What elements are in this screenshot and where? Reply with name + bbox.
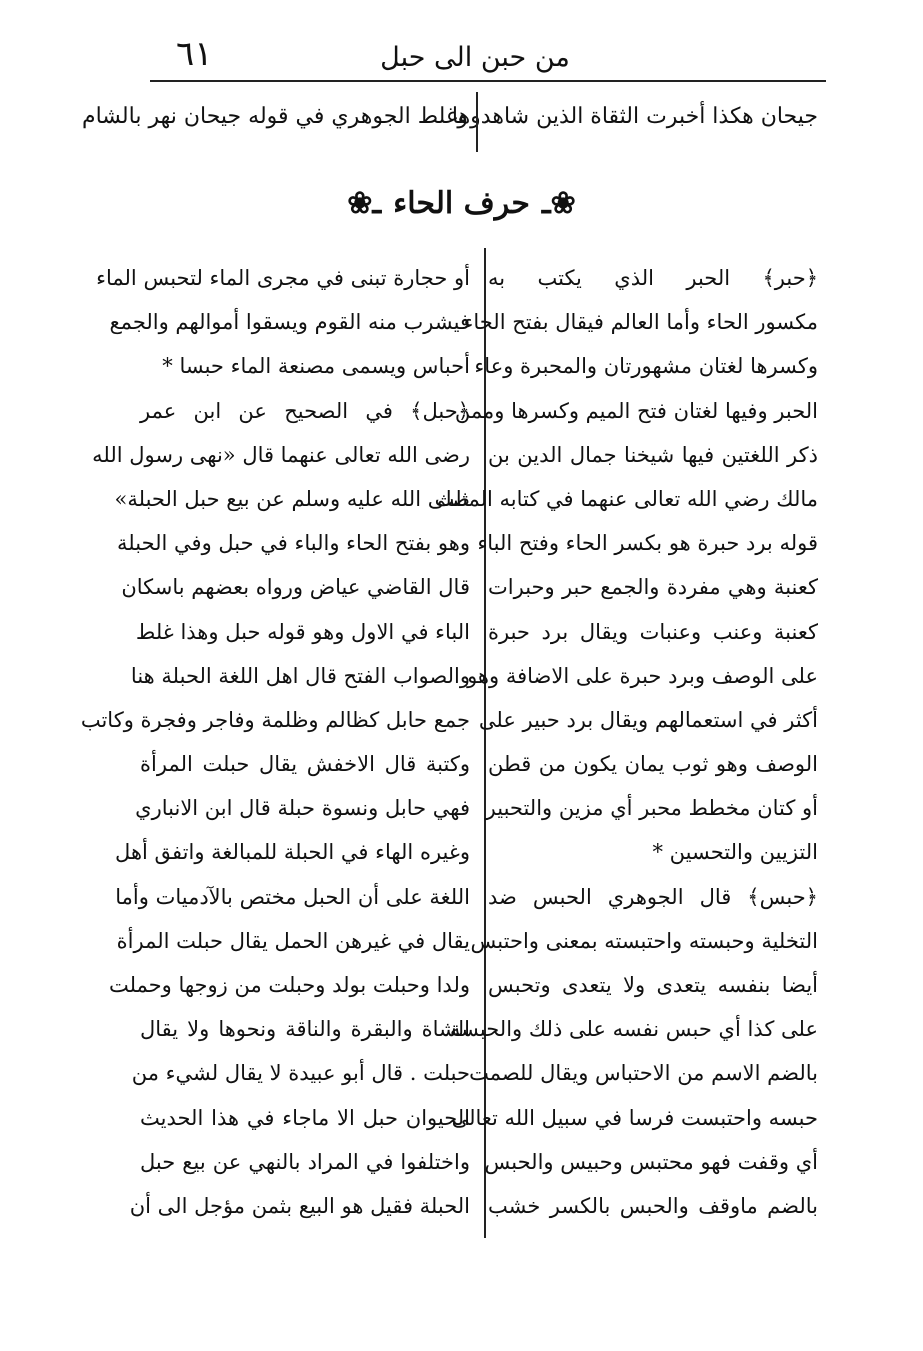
- continuation-left: وغلط الجوهري في قوله جيحان نهر بالشام: [81, 104, 468, 129]
- header-rule: [150, 80, 826, 82]
- text-line: ﴿حبر﴾ الحبر الذي يكتب به: [488, 266, 818, 290]
- running-title: من حبن الى حبل: [380, 42, 570, 73]
- left-column: [80, 256, 470, 1228]
- text-line: أكثر في استعمالهم ويقال برد حبير على: [478, 707, 818, 732]
- text-line: الحبلة فقيل هو البيع بثمن مؤجل الى أن: [129, 1193, 470, 1218]
- text-line: قال القاضي عياض ورواه بعضهم باسكان: [121, 575, 470, 600]
- text-line: التخلية وحبسته واحتبسته بمعنى واحتبس: [470, 928, 818, 953]
- text-line: رضى الله تعالى عنهما قال «نهى رسول الله: [92, 442, 470, 467]
- ornament-right: ❀ـ: [541, 185, 576, 221]
- text-line: مكسور الحاء وأما العالم فيقال بفتح الحاء: [463, 310, 818, 335]
- text-line: الباء في الاول وهو قوله حبل وهذا غلط: [135, 619, 470, 644]
- text-line: أي وقفت فهو محتبس وحبيس والحبس: [484, 1149, 818, 1174]
- text-line: مالك رضي الله تعالى عنهما في كتابه المثلث: [434, 486, 818, 511]
- section-heading: [0, 178, 923, 228]
- top-divider: [476, 92, 478, 152]
- text-line: الحيوان حبل الا ماجاء في هذا الحديث: [140, 1105, 470, 1130]
- text-line: أو حجارة تبنى في مجرى الماء لتحبس الماء: [96, 266, 470, 290]
- text-line: حبسه واحتبست فرسا في سبيل الله تعالى: [451, 1105, 818, 1130]
- text-line: أيضا بنفسه يتعدى ولا يتعدى وتحبس: [488, 973, 818, 997]
- continuation-right: جيحان هكذا أخبرت الثقاة الذين شاهدوها: [451, 104, 818, 129]
- text-line: كعنبة وهي مفردة والجمع حبر وحبرات: [488, 575, 818, 600]
- text-line: فيشرب منه القوم ويسقوا أموالهم والجمع: [109, 310, 470, 335]
- text-line: التزيين والتحسين *: [652, 840, 818, 865]
- text-line: كعنبة وعنب وعنبات ويقال برد حبرة: [488, 619, 818, 644]
- text-line: الشاة والبقرة والناقة ونحوها ولا يقال: [140, 1017, 470, 1042]
- text-line: أو كتان مخطط محبر أي مزين والتحبير: [485, 796, 818, 821]
- page-number: ٦١: [176, 34, 213, 74]
- text-line: واختلفوا في المراد بالنهي عن بيع حبل: [140, 1149, 470, 1174]
- text-line: الحبر وفيها لغتان فتح الميم وكسرها وممن: [454, 398, 818, 423]
- text-line: حبلت . قال أبو عبيدة لا يقال لشيء من: [131, 1061, 470, 1086]
- text-line: الوصف وهو ثوب يمان يكون من قطن: [488, 752, 818, 777]
- text-line: جمع حابل كظالم وظلمة وفاجر وفجرة وكاتب: [80, 707, 470, 732]
- text-line: ولدا وحبلت بولد وحبلت من زوجها وحملت: [108, 973, 470, 997]
- text-line: أحباس ويسمى مصنعة الماء حبسا *: [162, 354, 470, 379]
- section-heading-text: حرف الحاء: [393, 185, 530, 221]
- text-line: يقال في غيرهن الحمل يقال حبلت المرأة: [116, 928, 470, 953]
- text-line: وغيره الهاء في الحبلة للمبالغة واتفق أهل: [115, 840, 470, 865]
- ornament-left: ـ❀: [347, 185, 382, 221]
- right-column: [434, 256, 818, 1228]
- text-line: ذكر اللغتين فيها شيخنا جمال الدين بن: [488, 442, 818, 467]
- text-line: بالضم الاسم من الاحتباس ويقال للصمت: [469, 1061, 818, 1086]
- continuation-row: [81, 96, 818, 158]
- text-line: اللغة على أن الحبل مختص بالآدميات وأما: [115, 884, 470, 909]
- text-line: والصواب الفتح قال اهل اللغة الحبلة هنا: [130, 663, 470, 688]
- text-line: بالضم ماوقف والحبس بالكسر خشب: [488, 1193, 818, 1218]
- text-line: ﴿حبل﴾ في الصحيح عن ابن عمر: [140, 398, 470, 423]
- text-line: ﴿حبس﴾ قال الجوهري الحبس ضد: [488, 884, 818, 909]
- text-line: وكسرها لغتان مشهورتان والمحبرة وعاء: [474, 354, 818, 379]
- text-line: على الوصف وبرد حبرة على الاضافة وهو: [467, 663, 818, 688]
- text-line: فهي حابل ونسوة حبلة قال ابن الانباري: [135, 796, 470, 821]
- text-line: صلى الله عليه وسلم عن بيع حبل الحبلة»: [114, 486, 470, 511]
- text-line: وكتبة قال الاخفش يقال حبلت المرأة: [140, 752, 470, 777]
- text-line: على كذا أي حبس نفسه على ذلك والحبسة: [449, 1017, 818, 1042]
- text-line: وهو بفتح الحاء والباء في حبل وفي الحبلة: [117, 531, 470, 556]
- text-line: قوله برد حبرة هو بكسر الحاء وفتح الباء: [477, 531, 818, 556]
- page-header: [150, 22, 800, 82]
